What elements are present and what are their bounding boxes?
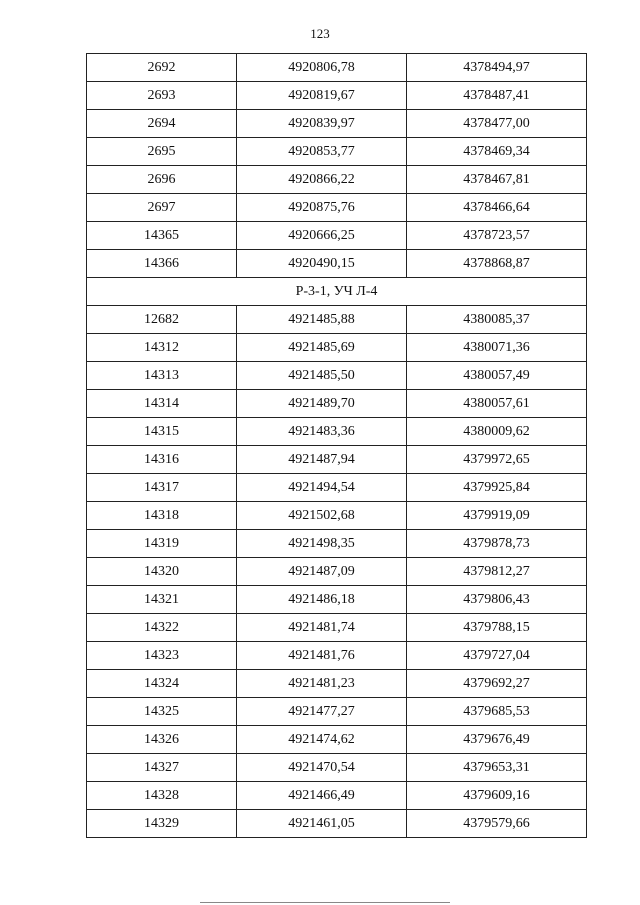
y-coordinate-cell: 4379878,73 (407, 530, 587, 558)
x-coordinate-cell: 4921486,18 (237, 586, 407, 614)
x-coordinate-cell: 4921470,54 (237, 754, 407, 782)
y-coordinate-cell: 4380009,62 (407, 418, 587, 446)
table-row (87, 418, 587, 446)
x-coordinate-cell: 4921485,88 (237, 306, 407, 334)
point-number-cell: 14329 (87, 810, 237, 838)
x-coordinate-cell: 4920875,76 (237, 194, 407, 222)
point-number-cell: 2697 (87, 194, 237, 222)
x-coordinate-cell: 4921477,27 (237, 698, 407, 726)
y-coordinate-cell: 4379579,66 (407, 810, 587, 838)
x-coordinate-cell: 4921487,09 (237, 558, 407, 586)
y-coordinate-cell: 4379972,65 (407, 446, 587, 474)
x-coordinate-cell: 4920490,15 (237, 250, 407, 278)
x-coordinate-cell: 4920819,67 (237, 82, 407, 110)
x-coordinate-cell: 4921483,36 (237, 418, 407, 446)
coordinates-table (86, 53, 587, 838)
table-row (87, 698, 587, 726)
point-number-cell: 14326 (87, 726, 237, 754)
section-title: Р-3-1, УЧ Л-4 (87, 278, 587, 306)
table-row (87, 754, 587, 782)
point-number-cell: 14314 (87, 390, 237, 418)
coordinates-table-body (87, 54, 587, 838)
table-row (87, 222, 587, 250)
scan-edge-line (200, 902, 450, 903)
x-coordinate-cell: 4921474,62 (237, 726, 407, 754)
table-row (87, 586, 587, 614)
y-coordinate-cell: 4380057,49 (407, 362, 587, 390)
point-number-cell: 14320 (87, 558, 237, 586)
point-number-cell: 2693 (87, 82, 237, 110)
x-coordinate-cell: 4921487,94 (237, 446, 407, 474)
table-row (87, 166, 587, 194)
table-row (87, 194, 587, 222)
page-number: 123 (310, 26, 330, 41)
point-number-cell: 14365 (87, 222, 237, 250)
x-coordinate-cell: 4921481,23 (237, 670, 407, 698)
y-coordinate-cell: 4378477,00 (407, 110, 587, 138)
table-row (87, 474, 587, 502)
point-number-cell: 14317 (87, 474, 237, 502)
x-coordinate-cell: 4921461,05 (237, 810, 407, 838)
y-coordinate-cell: 4379812,27 (407, 558, 587, 586)
table-row (87, 110, 587, 138)
point-number-cell: 14318 (87, 502, 237, 530)
table-row (87, 726, 587, 754)
point-number-cell: 14324 (87, 670, 237, 698)
y-coordinate-cell: 4378466,64 (407, 194, 587, 222)
table-row (87, 306, 587, 334)
x-coordinate-cell: 4921466,49 (237, 782, 407, 810)
x-coordinate-cell: 4921498,35 (237, 530, 407, 558)
y-coordinate-cell: 4379692,27 (407, 670, 587, 698)
y-coordinate-cell: 4378723,57 (407, 222, 587, 250)
point-number-cell: 14315 (87, 418, 237, 446)
point-number-cell: 14316 (87, 446, 237, 474)
point-number-cell: 14319 (87, 530, 237, 558)
y-coordinate-cell: 4378467,81 (407, 166, 587, 194)
point-number-cell: 12682 (87, 306, 237, 334)
x-coordinate-cell: 4920853,77 (237, 138, 407, 166)
y-coordinate-cell: 4379609,16 (407, 782, 587, 810)
table-row (87, 614, 587, 642)
x-coordinate-cell: 4921485,69 (237, 334, 407, 362)
y-coordinate-cell: 4378868,87 (407, 250, 587, 278)
y-coordinate-cell: 4379925,84 (407, 474, 587, 502)
table-row (87, 334, 587, 362)
x-coordinate-cell: 4920806,78 (237, 54, 407, 82)
table-row (87, 446, 587, 474)
point-number-cell: 2694 (87, 110, 237, 138)
point-number-cell: 2695 (87, 138, 237, 166)
table-row (87, 502, 587, 530)
point-number-cell: 2692 (87, 54, 237, 82)
section-row (87, 278, 587, 306)
x-coordinate-cell: 4920839,97 (237, 110, 407, 138)
y-coordinate-cell: 4379788,15 (407, 614, 587, 642)
y-coordinate-cell: 4380085,37 (407, 306, 587, 334)
x-coordinate-cell: 4920866,22 (237, 166, 407, 194)
x-coordinate-cell: 4921485,50 (237, 362, 407, 390)
x-coordinate-cell: 4921481,74 (237, 614, 407, 642)
x-coordinate-cell: 4921502,68 (237, 502, 407, 530)
y-coordinate-cell: 4379806,43 (407, 586, 587, 614)
point-number-cell: 2696 (87, 166, 237, 194)
table-row (87, 362, 587, 390)
point-number-cell: 14328 (87, 782, 237, 810)
y-coordinate-cell: 4379685,53 (407, 698, 587, 726)
x-coordinate-cell: 4921481,76 (237, 642, 407, 670)
table-row (87, 558, 587, 586)
point-number-cell: 14322 (87, 614, 237, 642)
point-number-cell: 14325 (87, 698, 237, 726)
table-row (87, 250, 587, 278)
y-coordinate-cell: 4380071,36 (407, 334, 587, 362)
x-coordinate-cell: 4921489,70 (237, 390, 407, 418)
y-coordinate-cell: 4378469,34 (407, 138, 587, 166)
table-row (87, 82, 587, 110)
table-row (87, 642, 587, 670)
y-coordinate-cell: 4378487,41 (407, 82, 587, 110)
y-coordinate-cell: 4380057,61 (407, 390, 587, 418)
y-coordinate-cell: 4379653,31 (407, 754, 587, 782)
x-coordinate-cell: 4920666,25 (237, 222, 407, 250)
y-coordinate-cell: 4379727,04 (407, 642, 587, 670)
y-coordinate-cell: 4378494,97 (407, 54, 587, 82)
point-number-cell: 14327 (87, 754, 237, 782)
table-row (87, 138, 587, 166)
table-row (87, 782, 587, 810)
table-row (87, 54, 587, 82)
point-number-cell: 14313 (87, 362, 237, 390)
y-coordinate-cell: 4379676,49 (407, 726, 587, 754)
y-coordinate-cell: 4379919,09 (407, 502, 587, 530)
table-row (87, 530, 587, 558)
point-number-cell: 14323 (87, 642, 237, 670)
point-number-cell: 14312 (87, 334, 237, 362)
x-coordinate-cell: 4921494,54 (237, 474, 407, 502)
table-row (87, 390, 587, 418)
point-number-cell: 14321 (87, 586, 237, 614)
table-row (87, 670, 587, 698)
point-number-cell: 14366 (87, 250, 237, 278)
table-row (87, 810, 587, 838)
